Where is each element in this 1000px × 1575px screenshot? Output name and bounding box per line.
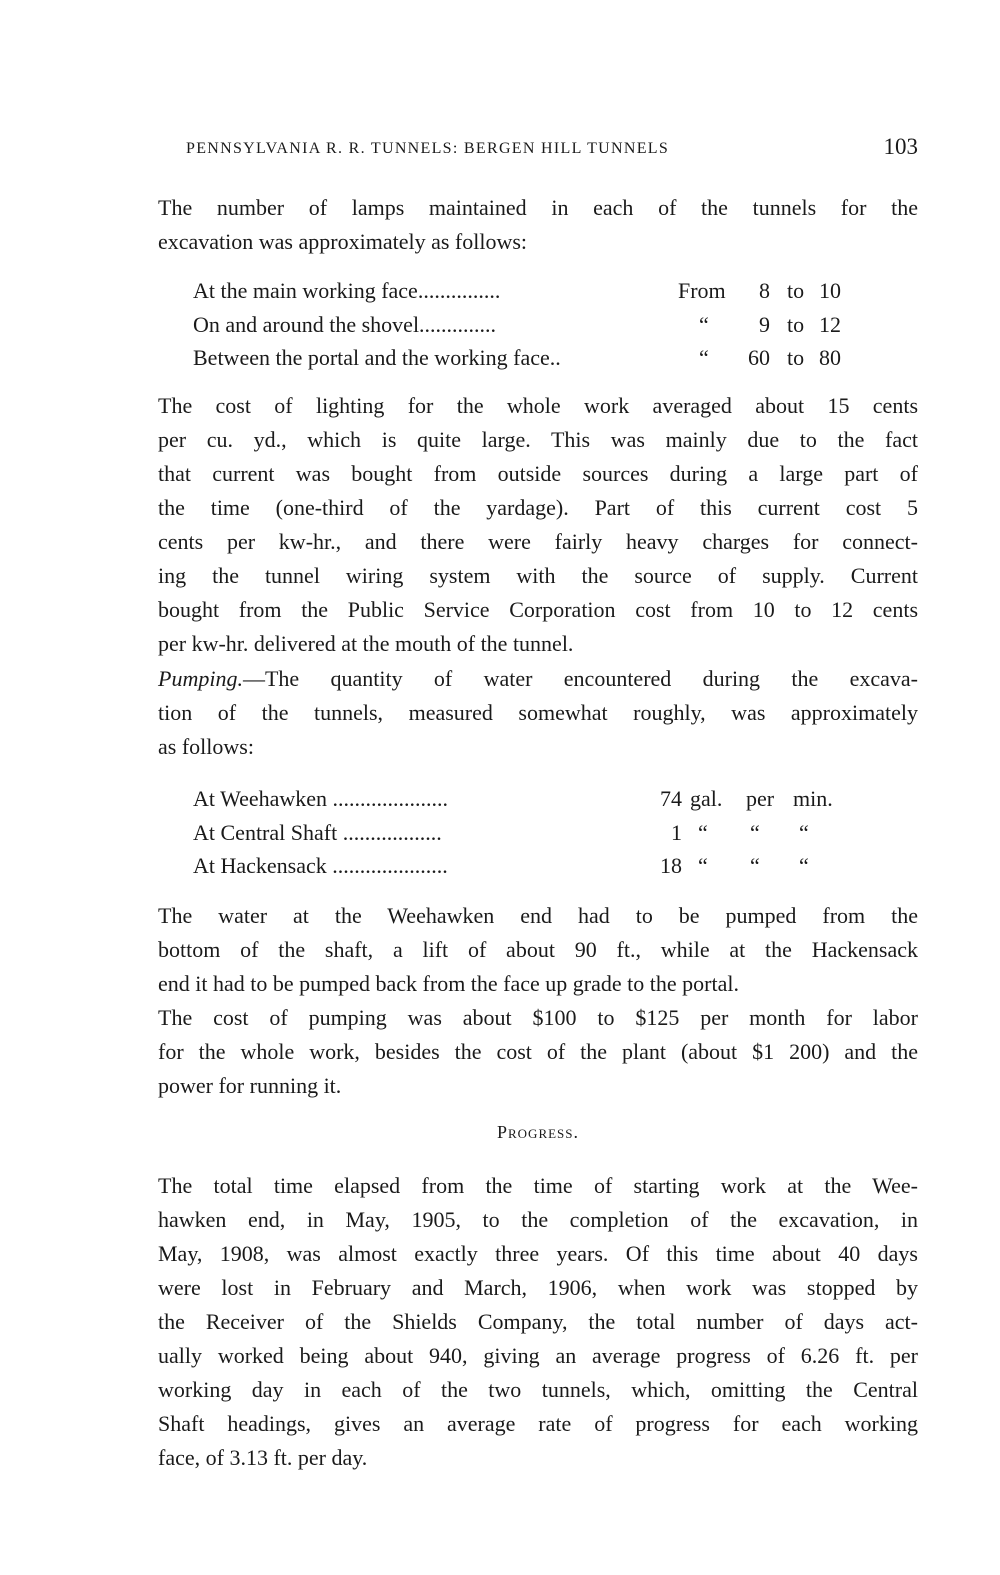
row-prefix: “ [699,345,709,370]
running-header [186,134,918,164]
row-unit: “ [750,819,760,845]
text-line: The water at the Weehawken end had to be pumped from the [158,903,918,928]
text-line: The total time elapsed from the time of starting work at the Wee- [158,1173,918,1198]
lamps-table [193,274,853,375]
text-line: per cu. yd., which is quite large. This was mainly due to the fact [158,427,918,452]
row-unit: “ [799,819,809,845]
text-line: were lost in February and March, 1906, when work was stopped by [158,1275,918,1300]
row-to-word: to [787,345,805,370]
table-row [193,274,853,308]
row-label: On and around the shovel.............. [193,311,497,337]
text-run: —The quantity of water encountered during the excava- [242,666,918,691]
text-line: hawken end, in May, 1905, to the completion of the excavation, in [158,1207,918,1232]
text-line: face, of 3.13 ft. per day. [158,1445,368,1470]
row-unit: “ [750,853,760,878]
text-line: The number of lamps maintained in each of the tunnels for the [158,195,918,220]
row-unit: “ [698,853,708,878]
text-line: tion of the tunnels, measured somewhat roughly, was approximately [158,700,918,725]
run-in-heading: Pumping. [158,666,243,691]
row-label: At the main working face............... [193,278,501,303]
paragraph-lighting-cost [158,389,918,661]
row-to: 10 [819,278,841,303]
row-unit: per [746,786,775,811]
text-line: bought from the Public Service Corporation cost from 10 to 12 cents [158,597,918,622]
page-number: 103 [883,134,918,159]
row-prefix: From [678,278,726,303]
paragraph-pumping [158,662,918,764]
paragraph-water-lift [158,899,918,1001]
row-unit: “ [698,819,708,845]
text-line: The cost of pumping was about $100 to $125 per month for labor [158,1005,918,1030]
row-label: At Central Shaft .................. [193,819,442,845]
text-line: per kw-hr. delivered at the mouth of the tunnel. [158,631,574,656]
row-to-word: to [787,311,805,337]
text-line: The cost of lighting for the whole work averaged about 15 cents [158,393,918,418]
water-table [193,782,853,883]
row-label: At Hackensack ..................... [193,853,448,878]
text-line [158,662,918,696]
row-value: 1 [671,819,682,845]
row-to-word: to [787,278,805,303]
text-line: the Receiver of the Shields Company, the total number of days act- [158,1309,918,1334]
table-row [193,308,853,342]
text-line: excavation was approximately as follows: [158,229,528,254]
text-line: the time (one-third of the yardage). Part of this current cost 5 [158,495,918,520]
row-unit: min. [793,786,833,811]
row-prefix: “ [699,311,709,337]
row-from: 8 [759,278,770,303]
text-line: May, 1908, was almost exactly three years. Of this time about 40 days [158,1241,918,1266]
text-line: ually worked being about 940, giving an average progress of 6.26 ft. per [158,1343,918,1368]
section-heading-progress: Progress. [496,1122,580,1142]
row-to: 12 [819,311,841,337]
table-row [193,816,853,850]
row-value: 74 [660,786,682,811]
row-label: At Weehawken ..................... [193,786,449,811]
paragraph-lamps-intro [158,191,918,259]
table-row [193,782,853,816]
text-line: power for running it. [158,1073,342,1098]
row-from: 9 [759,311,770,337]
text-line: bottom of the shaft, a lift of about 90 ft., while at the Hackensack [158,937,918,962]
paragraph-progress [158,1169,918,1475]
text-line: cents per kw-hr., and there were fairly heavy charges for connect- [158,529,918,554]
paragraph-pumping-cost [158,1001,918,1103]
text-line: as follows: [158,734,254,759]
text-line: ing the tunnel wiring system with the source of supply. Current [158,563,918,588]
running-title: PENNSYLVANIA R. R. TUNNELS: BERGEN HILL TUNNELS [186,140,670,157]
text-line: Shaft headings, gives an average rate of progress for each working [158,1411,918,1436]
row-to: 80 [819,345,841,370]
text-line: end it had to be pumped back from the face up grade to the portal. [158,971,739,996]
table-row [193,341,853,375]
text-line: working day in each of the two tunnels, which, omitting the Central [158,1377,918,1402]
row-unit: gal. [690,786,723,811]
text-line: for the whole work, besides the cost of the plant (about $1 200) and the [158,1039,918,1064]
row-unit: “ [799,853,809,878]
row-value: 18 [660,853,682,878]
row-label: Between the portal and the working face.. [193,345,561,370]
text-line: that current was bought from outside sources during a large part of [158,461,918,486]
table-row [193,849,853,883]
row-from: 60 [748,345,770,370]
